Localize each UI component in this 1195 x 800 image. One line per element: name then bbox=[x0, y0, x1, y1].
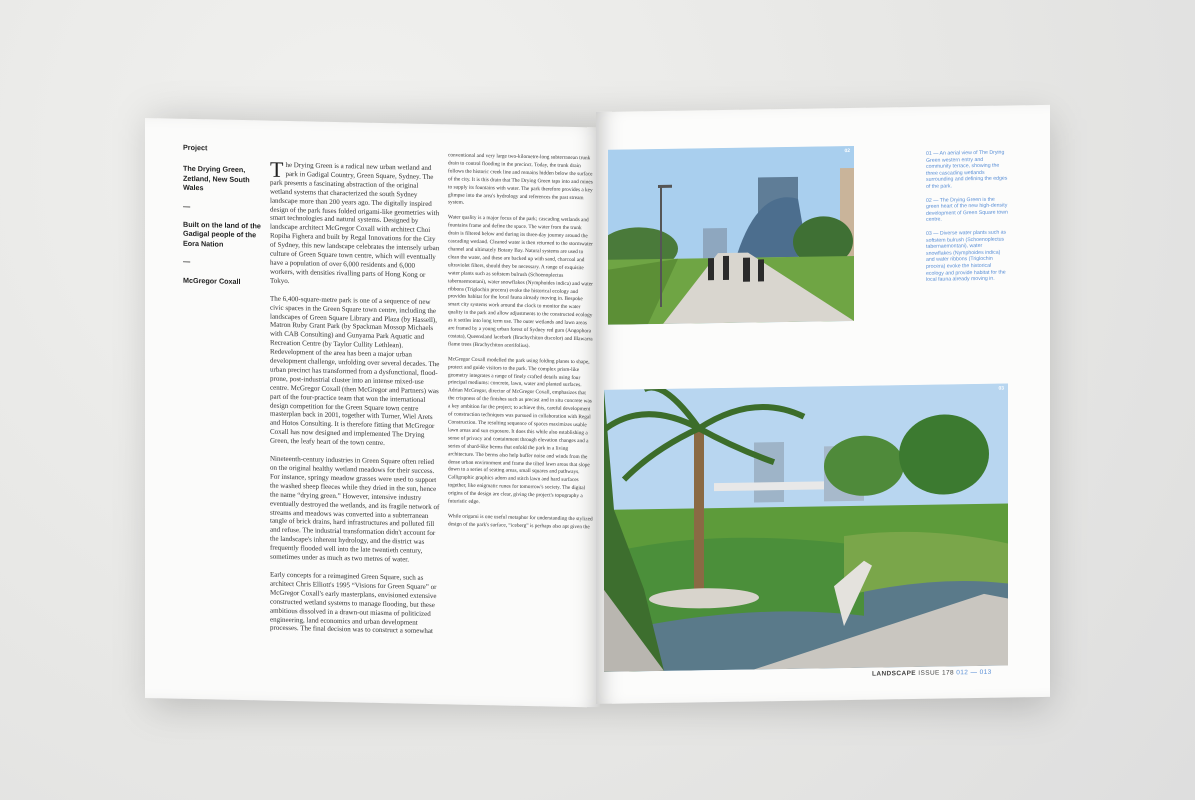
wetland-illustration bbox=[604, 384, 1008, 672]
designer-name: McGregor Coxall bbox=[183, 275, 241, 286]
caption: 03 — Diverse water plants such as softstem bulrush (Schoenoplectus tabernaemontani), water snowflakes (Nymphoides indica) and water ribbons (Triglochin procera) evoke the historical ecology and provide habitat for the local fauna already moving in. bbox=[926, 229, 1007, 283]
paragraph: The 6,400-square-metre park is one of a sequence of new civic spaces in the Green Square town centre, including the landscapes of Green Square Library and Plaza (by Hassell), Matron Ruby Grant Park (by Spackman Mossop Michaels with CAB Consulting) and Gunyama Park Aquatic and Recreation Centre (by Taylor Cullity Lethlean). Redevelopment of the area has been a major urban development challenge, unfolding over several decades. The urban precinct has transformed from a dysfunctional, flood-prone, post-industrial cluster into an intense mixed-use centre. McGregor Coxall (then McGregor and Partners) was part of the four-practice team that won the international design competition for the Green Square town centre masterplan back in 2001, together with Turner, Wiel Arets and Hotos Consulting. It is therefore fitting that McGregor Coxall has now designed and implemented The Drying Green, the leafy heart of the town centre. bbox=[270, 294, 440, 448]
dash-separator: — bbox=[183, 201, 191, 211]
caption: 01 — An aerial view of The Drying Green western entry and community terrace, showing the three cascading wetlands surrounding and defining the edges of the park. bbox=[926, 149, 1008, 190]
paragraph: Early concepts for a reimagined Green Square, such as architect Chris Elliott's 1995 “Visions for Green Square” or McGregor Coxall's early masterplans, envisioned extensive constructed wetland systems to manage flooding, but these ambitious dissolved in a drawn-out miasma of politicized engineering, land economics and urban development processes. The final decision was to construct a somewhat bbox=[270, 570, 437, 636]
article-sidebar bbox=[183, 143, 263, 296]
dash-separator: — bbox=[183, 257, 191, 267]
issue-number: ISSUE 178 bbox=[918, 669, 955, 677]
right-page bbox=[596, 105, 1050, 704]
section-label: Project bbox=[183, 142, 208, 153]
park-path-photo bbox=[608, 146, 854, 325]
paragraph: While origami is one useful metaphor for understanding the stylized design of the park's surface, “iceberg” is perhaps also apt given the bbox=[448, 513, 593, 531]
page-footer bbox=[872, 669, 992, 678]
left-page bbox=[145, 118, 600, 708]
body-column-a bbox=[270, 156, 440, 646]
caption: 02 — The Drying Green is the green heart of the new high-density development of Green Square town centre. bbox=[926, 196, 1008, 224]
photo-captions bbox=[926, 150, 1008, 291]
magazine-brand: LANDSCAPE bbox=[872, 669, 917, 678]
park-path-illustration bbox=[608, 146, 854, 325]
paragraph: The Drying Green is a radical new urban wetland and park in Gadigal Country, Green Square, Sydney. The park presents a fascinating abstraction of the original wetland systems that characterized the south Sydney landscape more than 200 years ago. The digitally inspired design of the park fuses folded origami-like geometries with smart technologies and natural systems. Designed by landscape architect McGregor Coxall with architect Choi Ropiha Fighera and built by Regal Innovations for the City of Sydney, this new landscape celebrates the intensely urban culture of Green Square town centre, which will eventually have a population of over 6,000 residents and 6,000 workers, with densities rivalling parts of Hong Kong or Tokyo. bbox=[270, 156, 440, 285]
photo-number: 03 bbox=[998, 385, 1004, 392]
wetland-photo bbox=[604, 384, 1008, 672]
paragraph: conventional and very large two-kilometre-long subterranean trunk drain to control flooding in the precinct. Today, the trunk drain follows the historic creek line and remains hidden below the surface of the city. It is this drain that The Drying Green taps into and mines to supply its fountains with water. The park therefore provides a key glimpse into the area's hydrology and references the past stream system. bbox=[448, 152, 593, 207]
land-acknowledgement: Built on the land of the Gadigal people of the Eora Nation bbox=[183, 219, 261, 249]
paragraph: Nineteenth-century industries in Green Square often relied on the original healthy wetland meadows for their success. For instance, springy meadow grasses were used to support the washed sheep fleeces while they dried in the sun, hence the name “drying green.” However, intensive industry eventually destroyed the wetlands, and its fragile network of streams and meadows was converted into a subterranean tangle of brick drains, hard infrastructures and polluted fill and refuse. The industrial transformation didn't account for the landscape's inherent hydrology, and the district was frequently flooded well into the late twentieth century, sometimes under as much as two metres of water. bbox=[270, 454, 440, 564]
photo-number: 02 bbox=[844, 148, 850, 155]
page-numbers: 012 — 013 bbox=[956, 668, 992, 677]
project-title: The Drying Green, Zetland, New South Wales bbox=[183, 164, 250, 193]
drop-cap: T bbox=[270, 156, 284, 182]
paragraph: McGregor Coxall modelled the park using folding planes to shape, protect and guide visitors to the park. The complex prism-like geometry integrates a range of finely crafted details using four principal mediums: concrete, lawn, water and planted surfaces. Adrian McGregor, director of McGregor Coxall, emphasizes that the crispness of the finishes such as precast and in situ concrete was a key ambition for the project; to achieve this, careful development of construction techniques was pursued in collaboration with Regal Construction. The resulting sequence of spaces maximizes usable lawn areas and sun exposure. It does this while also establishing a sense of privacy and containment through elevation changes and a series of shard-like berms that enfold the park in a living architecture. The berms also help buffer noise and winds from the dense urban environment and frame the tilted lawn areas that slope down to a series of seating areas, small squares and pathways. Calligraphic graphics adorn and stitch lawn and hard surfaces together, like enigmatic runes for tomorrow's society. The digital origins of the design are clear, giving the project's topography a futuristic edge. bbox=[448, 356, 592, 506]
paragraph: Water quality is a major focus of the park; cascading wetlands and fountains frame and define the space. The water from the trunk drain is filtered below and during its three-day journey around the cascading wetland. Cleaned water is then returned to the stormwater channel and ultimately Botany Bay. Natural systems are used to clean the water, and these are backed up with sand, charcoal and ultraviolet filters, should they be necessary. A range of exquisite water plants such as softstem bulrush (Schoenoplectus tabernaemontani), water snowflakes (Nymphoides indica) and water ribbons (Triglochin procera) evoke the historical ecology and provides habitat for the local fauna already moving in. Bespoke smart city systems work around the clock to monitor the water quality in the park and allow adjustments to the constructed ecology as it settles into long term use. The outer wetlands and lawn areas are framed by a young urban forest of Sydney red gum (Angophora costata), Queensland lacebark (Brachychiton discolor) and Illawarra flame trees (Brachychiton acerifolius). bbox=[448, 214, 593, 349]
body-column-b bbox=[448, 152, 593, 539]
